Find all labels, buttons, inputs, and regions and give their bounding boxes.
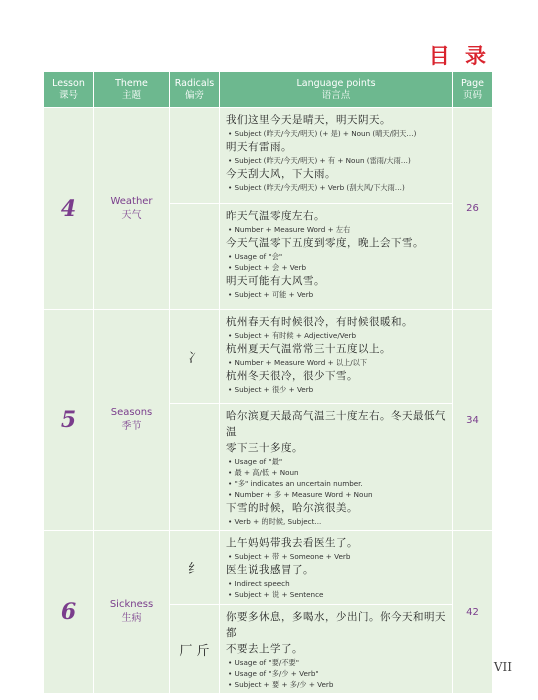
lesson-number: 6: [44, 531, 94, 694]
language-points: [220, 108, 453, 204]
grammar-note: • Number + 多 + Measure Word + Noun: [228, 490, 373, 499]
page-title: 目 录: [428, 44, 490, 68]
header-row: [44, 72, 493, 108]
grammar-note: • Usage of "多/少 + Verb": [228, 669, 319, 678]
header-theme: Theme 主题: [94, 72, 170, 108]
page-number: 26: [453, 108, 493, 310]
page-footer-number: VII: [493, 660, 512, 674]
example-sentence: 你要多休息，多喝水，少出门。你今天和明天都: [226, 611, 446, 639]
example-sentence: 明天可能有大风雪。: [226, 275, 325, 287]
grammar-note: • Usage of "要/不要": [228, 658, 300, 667]
header-language-points: Language points 语言点: [220, 72, 453, 108]
table-row: [44, 108, 493, 204]
language-points: [220, 204, 453, 310]
table-row: [44, 310, 493, 404]
grammar-note: • Verb + 的时候, Subject...: [228, 517, 322, 526]
example-sentence: 昨天气温零度左右。: [226, 210, 325, 222]
grammar-note: • Subject + 可能 + Verb: [228, 290, 314, 299]
example-sentence: 我们这里今天是晴天，明天阴天。: [226, 114, 391, 126]
example-sentence: 医生说我感冒了。: [226, 564, 314, 576]
grammar-note: • Indirect speech: [228, 579, 290, 588]
grammar-note: • Subject (昨天/今天/明天) + Verb (刮大风/下大雨…): [228, 183, 405, 192]
lesson-number: 4: [44, 108, 94, 310]
radical-cell: [170, 204, 220, 310]
example-sentence: 今天刮大风，下大雨。: [226, 168, 336, 180]
example-sentence: 哈尔滨夏天最高气温三十度左右。冬天最低气温: [226, 410, 446, 438]
grammar-note: • Usage of "最": [228, 457, 283, 466]
example-sentence: 明天有雷雨。: [226, 141, 292, 153]
grammar-note: • Subject + 带 + Someone + Verb: [228, 552, 351, 561]
header-page: Page 页码: [453, 72, 493, 108]
grammar-note: • "多" indicates an uncertain number.: [228, 479, 363, 488]
table-row: [44, 531, 493, 605]
grammar-note: • Number + Measure Word + 以上/以下: [228, 358, 368, 367]
page-number: 34: [453, 310, 493, 531]
grammar-note: • 最 + 高/低 + Noun: [228, 468, 299, 477]
lesson-number: 5: [44, 310, 94, 531]
grammar-note: • Subject + 有时候 + Adjective/Verb: [228, 331, 357, 340]
radical-cell: 冫: [170, 310, 220, 404]
grammar-note: • Subject (昨天/今天/明天) (+ 是) + Noun (晴天/阴天…): [228, 129, 417, 138]
language-points: [220, 605, 453, 694]
lesson-theme: Seasons 季节: [94, 310, 170, 531]
grammar-note: • Subject + 会 + Verb: [228, 263, 307, 272]
language-points: [220, 531, 453, 605]
grammar-note: • Subject + 说 + Sentence: [228, 590, 324, 599]
example-sentence: 零下三十多度。: [226, 442, 303, 454]
example-sentence: 下雪的时候，哈尔滨很美。: [226, 502, 358, 514]
grammar-note: • Subject + 很少 + Verb: [228, 385, 314, 394]
grammar-note: • Number + Measure Word + 左右: [228, 225, 351, 234]
grammar-note: • Usage of "会": [228, 252, 283, 261]
grammar-note: • Subject (昨天/今天/明天) + 有 + Noun (雷雨/大雨…): [228, 156, 411, 165]
language-points: [220, 310, 453, 404]
lesson-theme: Weather 天气: [94, 108, 170, 310]
example-sentence: 今天气温零下五度到零度，晚上会下雪。: [226, 237, 424, 249]
example-sentence: 杭州春天有时候很冷，有时候很暖和。: [226, 316, 413, 328]
example-sentence: 上午妈妈带我去看医生了。: [226, 537, 358, 549]
lesson-theme: Sickness 生病: [94, 531, 170, 694]
example-sentence: 杭州冬天很冷，很少下雪。: [226, 370, 358, 382]
language-points: [220, 404, 453, 531]
page-number: 42: [453, 531, 493, 694]
header-lesson: Lesson 课号: [44, 72, 94, 108]
example-sentence: 不要去上学了。: [226, 643, 303, 655]
radical-cell: 厂 斤: [170, 605, 220, 694]
header-radicals: Radicals 偏旁: [170, 72, 220, 108]
contents-table: [43, 71, 493, 694]
grammar-note: • Subject + 要 + 多/少 + Verb: [228, 680, 334, 689]
example-sentence: 杭州夏天气温常常三十五度以上。: [226, 343, 391, 355]
radical-cell: 纟: [170, 531, 220, 605]
radical-cell: [170, 108, 220, 204]
radical-cell: [170, 404, 220, 531]
